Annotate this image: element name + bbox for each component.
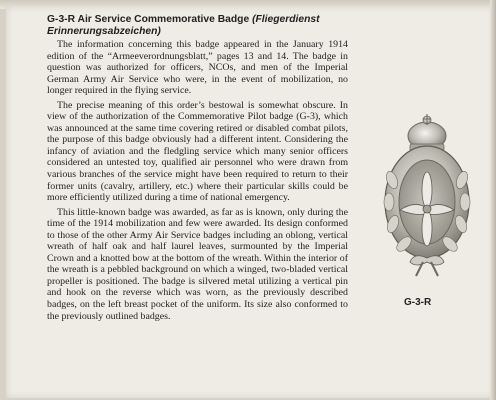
book-spine-edge	[490, 0, 496, 400]
heading-subtitle: (Fliegerdienst Erinnerungsabzeichen)	[47, 14, 320, 37]
heading-title: G-3-R Air Service Commemorative Badge	[47, 14, 250, 25]
paragraph-3: This little-known badge was awarded, as far as is known, only during the time of the 1914 mobilization and few were awarded. Its design conformed to those of the other Army Air Service badges including an oblong, vertical wreath of half oak and half laurel leaves, surmounted by the Imperial Crown and a knotted bow at the bottom of the wreath. Within the interior of the wreath is a pebbled background on which a winged, two-bladed vertical propeller is positioned. The badge is silvered metal utilizing a vertical pin and hook on the reverse which was worn, as the previously described badges, on the left breast pocket of the uniform. Its size also conformed to the previously outlined badges.	[47, 206, 348, 322]
badge-photo	[370, 110, 480, 280]
knotted-bow-icon	[410, 256, 444, 276]
badge-illustration	[370, 110, 480, 280]
paragraph-1: The information concerning this badge appeared in the January 1914 edition of the “Armeeverordnungsblatt,” pages 13 and 14. The badge in question was authorized for officers, NCOs, and men of the Imperial German Army Air Service who were, in the event of mobilization, no longer required in the flying service.	[47, 39, 348, 97]
section-heading	[47, 14, 348, 38]
paragraph-2: The precise meaning of this order’s bestowal is somewhat obscure. In view of the authorization of the Commemorative Pilot badge (G-3), which was announced at the same time covering retired or disabled combat pilots, the purpose of this badge obviously had a different intent. Considering the infancy of aviation and the fledgling service which many senior officers considered an untested toy, qualified air personnel who were drawn from various branches of the service might have been required to return to their former units (cavalry, artillery, etc.) where their particular skills could be more efficiently utilized during a time of national emergency.	[47, 99, 348, 204]
article-text	[47, 14, 348, 325]
figure-caption: G-3-R	[404, 297, 432, 308]
